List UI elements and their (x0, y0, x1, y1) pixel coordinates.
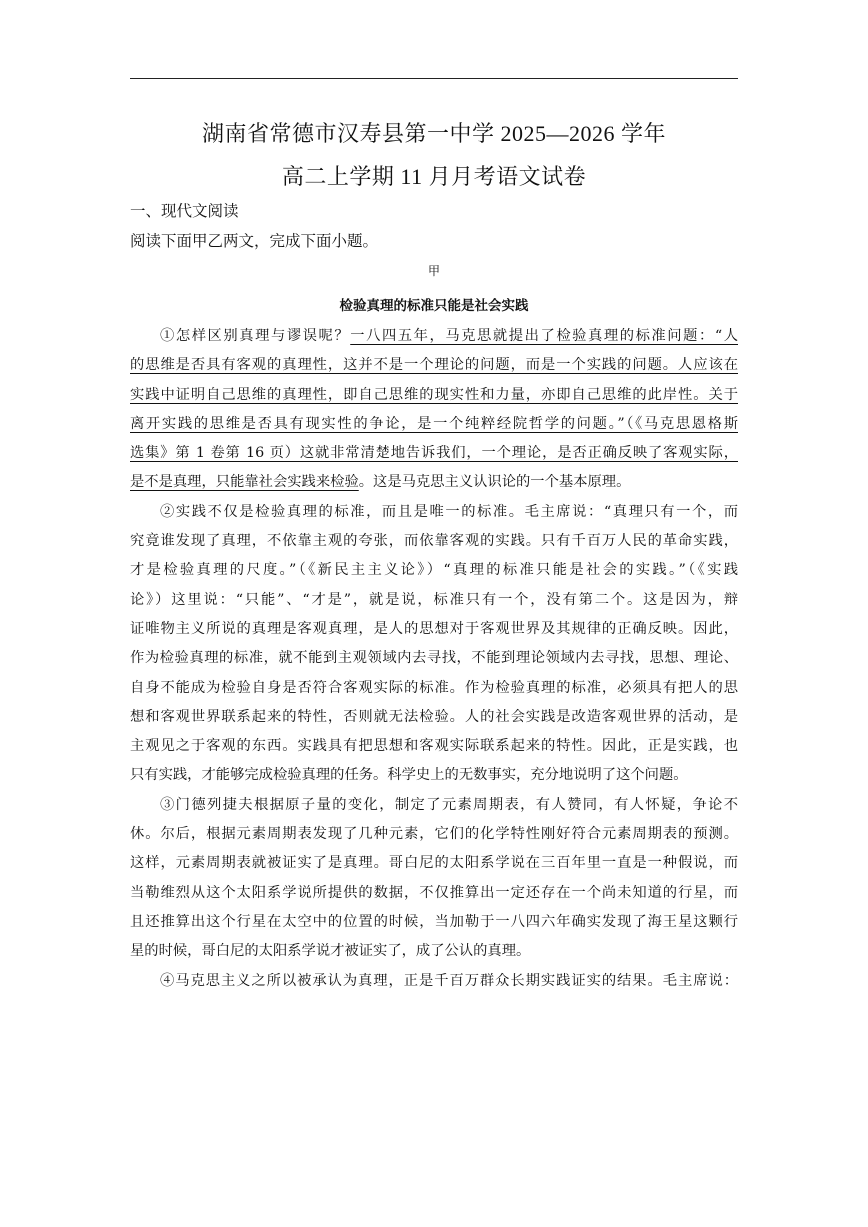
article-line: ④马克思主义之所以被承认为真理，正是千百万群众长期实践证实的结果。毛主席说： (160, 972, 738, 989)
article-line: 星的时候，哥白尼的太阳系学说才被证实了，成了公认的真理。 (130, 943, 531, 960)
article-line (130, 351, 738, 380)
article-title: 检验真理的标准只能是社会实践 (339, 298, 529, 314)
header-rule (130, 78, 738, 79)
article-line: 休。尔后，根据元素周期表发现了几种元素，它们的化学特性刚好符合元素周期表的预测。 (130, 826, 738, 843)
section-heading: 一、现代文阅读 (130, 202, 239, 220)
article-line: 究竟谁发现了真理，不依靠主观的夸张，而依靠客观的实践。只有千百万人民的革命实践， (130, 533, 738, 550)
article-line: ①怎样区别真理与谬误呢？一八四五年，马克思就提出了检验真理的标准问题：“人 (160, 328, 738, 344)
article-line: 且还推算出这个行星在太空中的位置的时候，当加勒于一八四六年确实发现了海王星这颗行 (130, 913, 738, 930)
article-line: 证唯物主义所说的真理是客观真理，是人的思想对于客观世界及其规律的正确反映。因此， (130, 620, 738, 637)
article-line: ②实践不仅是检验真理的标准，而且是唯一的标准。毛主席说：“真理只有一个，而 (160, 503, 738, 520)
underlined-text: 离开实践的思维是否具有现实性的争论，是一个纯粹经院哲学的问题。”（《马克思恩格斯 (130, 415, 738, 432)
text-a-label: 甲 (427, 264, 440, 278)
reading-instruction: 阅读下面甲乙两文，完成下面小题。 (130, 232, 379, 250)
article-line: 只有实践，才能够完成检验真理的任务。科学史上的无数事实，充分地说明了这个问题。 (130, 767, 688, 784)
article-line: 作为检验真理的标准，就不能到主观领域内去寻找，不能到理论领域内去寻找，思想、理论、 (130, 650, 738, 667)
article-body (130, 322, 738, 996)
underlined-text: 选集》第 1 卷第 16 页）这就非常清楚地告诉我们，一个理论，是否正确反映了客观实际， (130, 445, 738, 462)
underlined-text: 的思维是否具有客观的真理性，这并不是一个理论的问题，而是一个实践的问题。人应该在 (130, 357, 738, 374)
underlined-text: 是不是真理，只能靠社会实践来检验 (130, 474, 359, 491)
article-line (130, 439, 738, 468)
underlined-text: 一八四五年，马克思就提出了检验真理的标准问题：“人 (350, 328, 738, 344)
article-line: 才是检验真理的尺度。”（《新民主主义论》）“真理的标准只能是社会的实践。”（《实践 (130, 562, 738, 579)
article-line: 自身不能成为检验自身是否符合客观实际的标准。作为检验真理的标准，必须具有把人的思 (130, 679, 738, 696)
underlined-text: 实践中证明自己思维的真理性，即自己思维的现实性和力量，亦即自己思维的此岸性。关于 (130, 386, 738, 403)
exam-title-line-2: 高二上学期 11 月月考语文试卷 (281, 164, 587, 189)
article-line (130, 381, 738, 410)
article-line: 当勒维烈从这个太阳系学说所提供的数据，不仅推算出一定还存在一个尚未知道的行星，而 (130, 884, 738, 901)
article-line: 主观见之于客观的东西。实践具有把思想和客观实际联系起来的特性。因此，正是实践，也 (130, 738, 738, 755)
article-line: 想和客观世界联系起来的特性，否则就无法检验。人的社会实践是改造客观世界的活动，是 (130, 708, 738, 725)
article-line: 是不是真理，只能靠社会实践来检验。这是马克思主义认识论的一个基本原理。 (130, 474, 631, 491)
exam-title-line-1: 湖南省常德市汉寿县第一中学 2025—2026 学年 (201, 121, 666, 146)
article-line: 这样，元素周期表就被证实了是真理。哥白尼的太阳系学说在三百年里一直是一种假说，而 (130, 855, 738, 872)
article-line: 论》）这里说：“只能”、“才是”，就是说，标准只有一个，没有第二个。这是因为，辩 (130, 591, 738, 608)
article-line (130, 410, 738, 439)
article-line: ③门德列捷夫根据原子量的变化，制定了元素周期表，有人赞同，有人怀疑，争论不 (160, 796, 738, 813)
